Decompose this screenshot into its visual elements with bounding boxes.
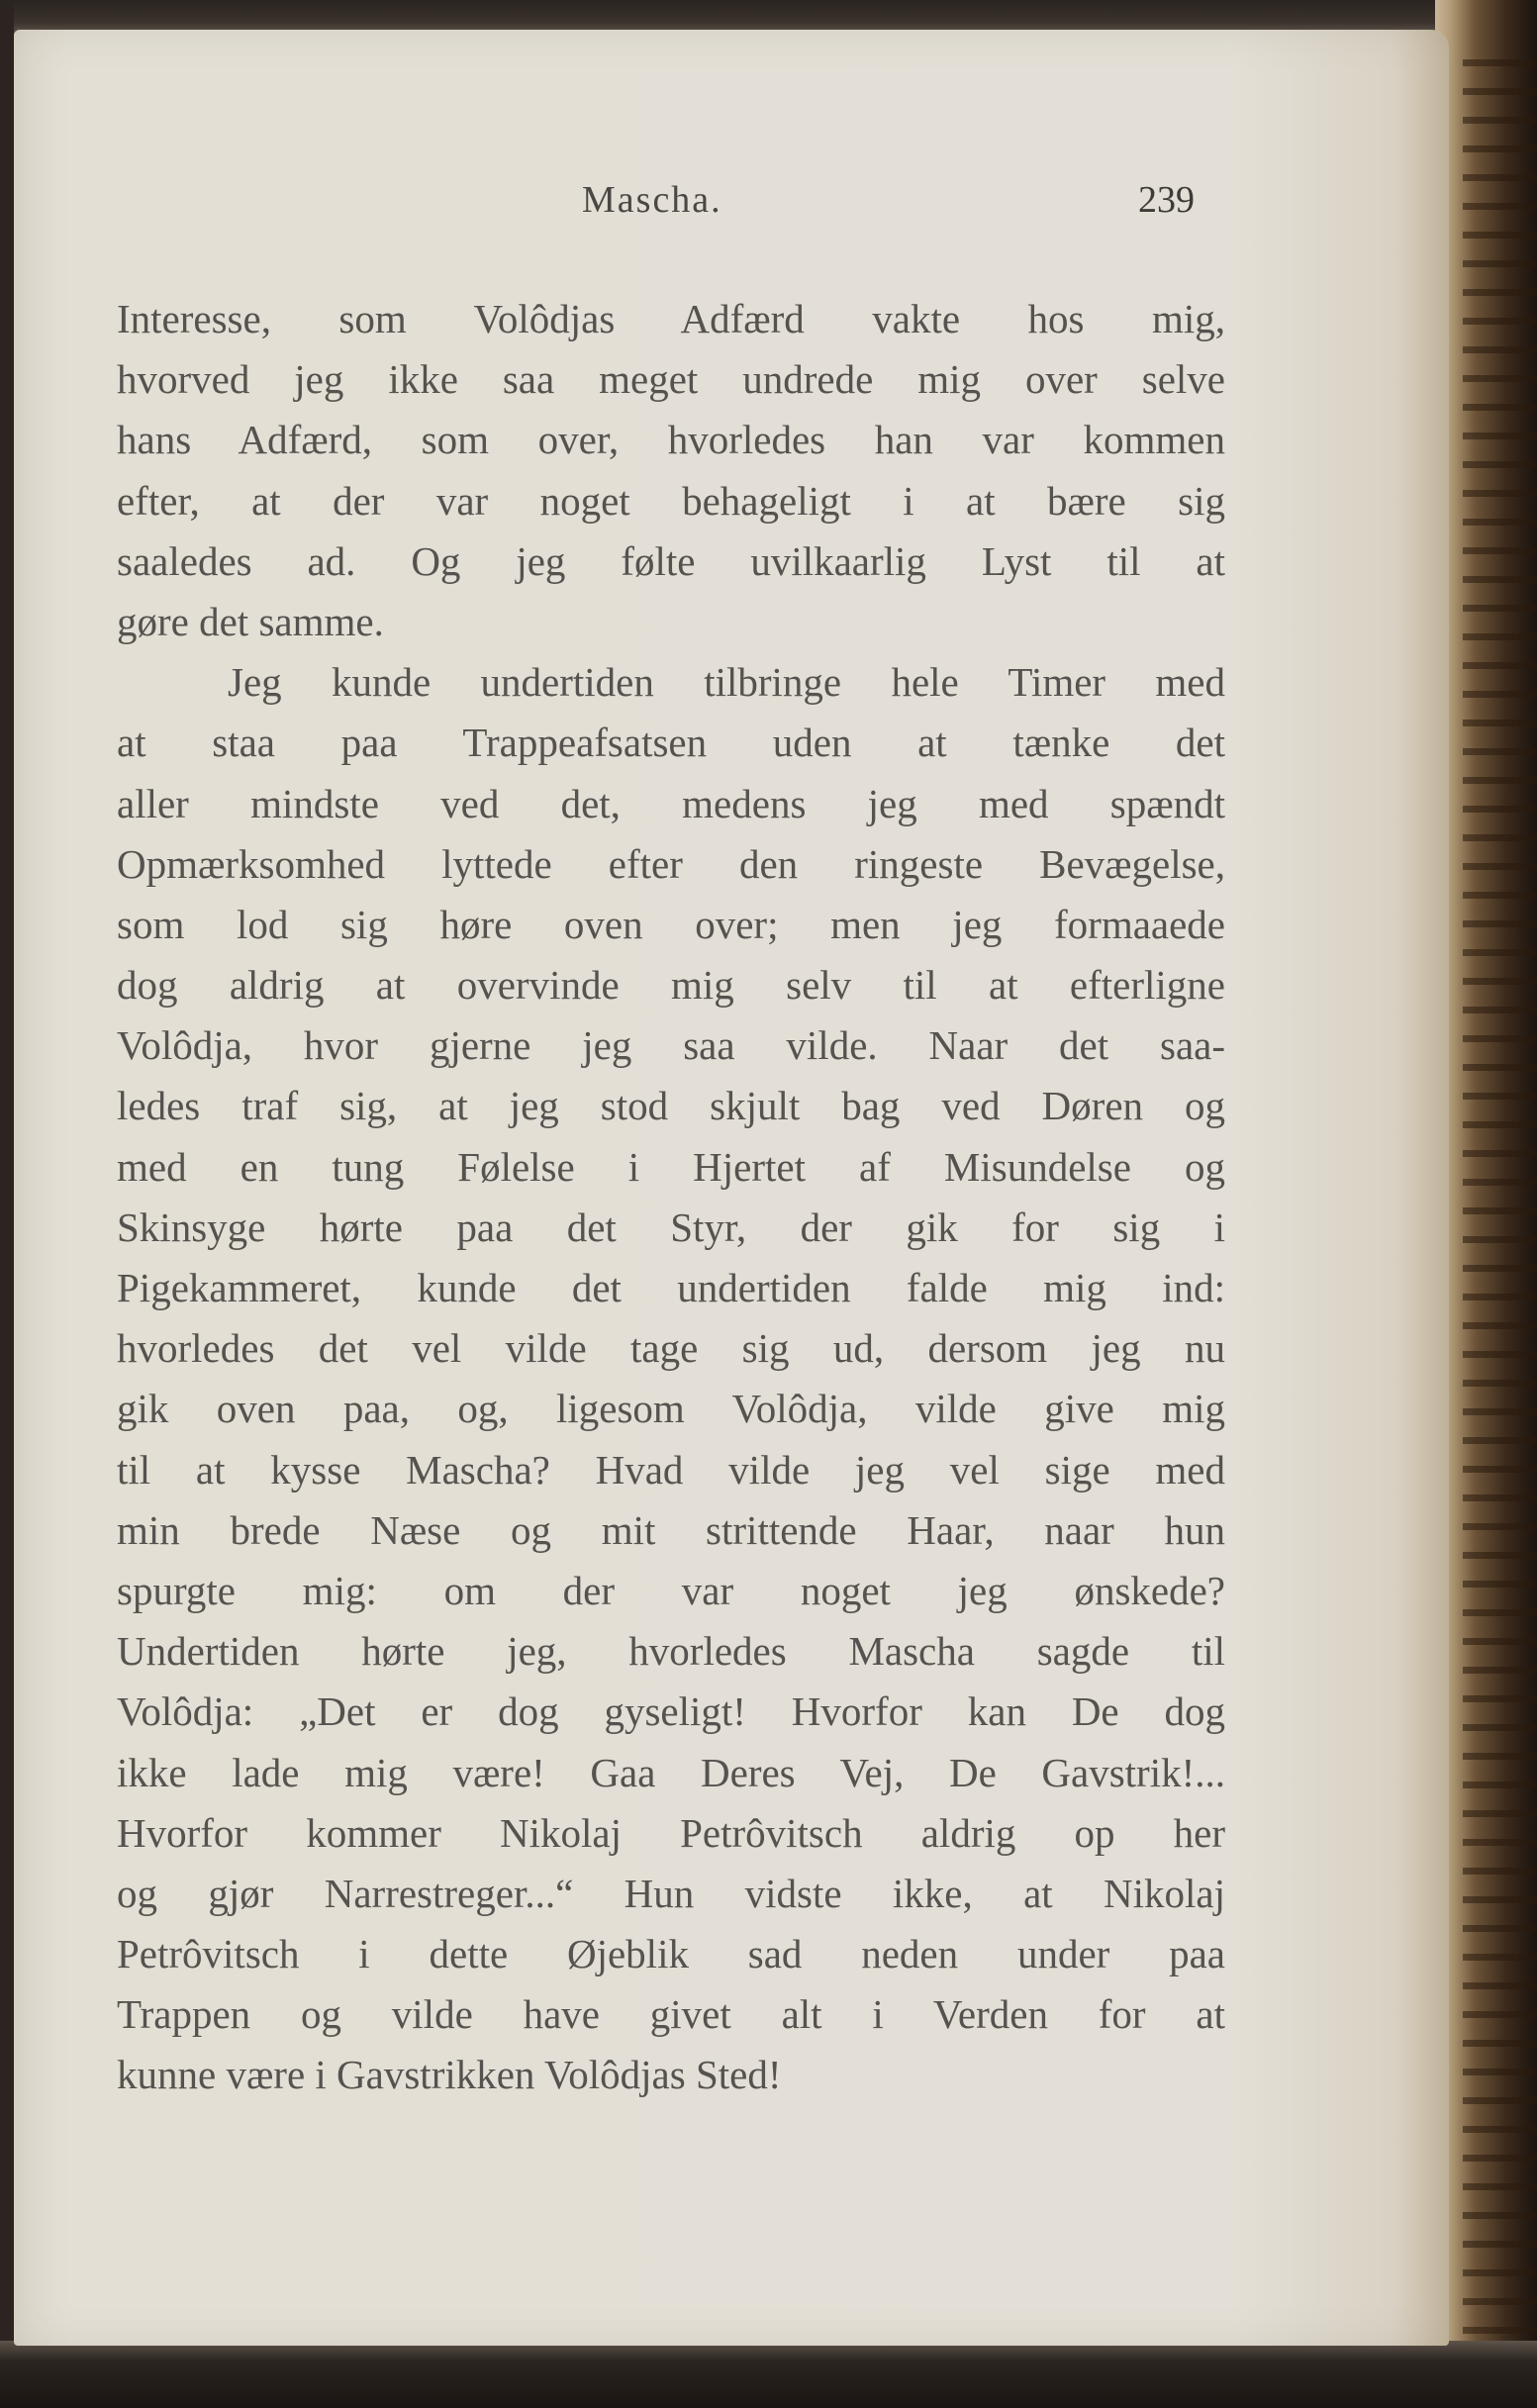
body-text [117,289,1225,2106]
text-line: Interesse, som Volôdjas Adfærd vakte hos mig, [117,296,1225,341]
running-title: Mascha. [582,179,722,221]
text-line: til at kysse Mascha? Hvad vilde jeg vel sige med [117,1446,1225,1493]
text-line: Undertiden hørte jeg, hvorledes Mascha sagde til [117,1628,1225,1675]
text-line: Trappen og vilde have givet alt i Verden for at [117,1991,1225,2038]
text-line: Petrôvitsch i dette Øjeblik sad neden under paa [117,1931,1225,1977]
text-line: gøre det samme. [117,598,384,644]
text-line: dog aldrig at overvinde mig selv til at efterligne [117,962,1225,1009]
text-line: Opmærksomhed lyttede efter den ringeste Bevægelse, [117,840,1225,887]
bottom-page-edge [0,2341,1537,2408]
text-line: Skinsyge hørte paa det Styr, der gik for sig i [117,1204,1225,1250]
text-line: saaledes ad. Og jeg følte uvilkaarlig Lyst til at [117,537,1225,584]
text-line: gik oven paa, og, ligesom Volôdja, vilde give mig [117,1386,1225,1432]
text-line: aller mindste ved det, medens jeg med spændt [117,780,1225,826]
text-line: Volôdja, hvor gjerne jeg saa vilde. Naar det saa- [117,1022,1225,1069]
text-line: ledes traf sig, at jeg stod skjult bag ved Døren og [117,1083,1225,1129]
text-line: og gjør Narrestreger...“ Hun vidste ikke, at Nikolaj [117,1870,1225,1916]
text-line: Jeg kunde undertiden tilbringe hele Timer med [228,659,1225,706]
text-line: Pigekammeret, kunde det undertiden falde mig ind: [117,1265,1225,1310]
text-line: Hvorfor kommer Nikolaj Petrôvitsch aldrig op her [117,1809,1225,1856]
text-line: efter, at der var noget behageligt i at bære sig [117,477,1225,524]
text-line: med en tung Følelse i Hjertet af Misundelse og [117,1143,1225,1190]
text-line: som lod sig høre oven over; men jeg formaaede [117,901,1225,947]
text-line: ikke lade mig være! Gaa Deres Vej, De Gavstrik!... [117,1749,1225,1795]
text-line: hvorledes det vel vilde tage sig ud, dersom jeg nu [117,1325,1225,1372]
page-number: 239 [1138,179,1195,221]
binding-stitch-marks [1463,59,1537,2336]
text-line: at staa paa Trappeafsatsen uden at tænke det [117,720,1225,766]
page-header [14,178,1449,238]
text-line: hans Adfærd, som over, hvorledes han var kommen [117,417,1225,463]
text-line: hvorved jeg ikke saa meget undrede mig over selve [117,356,1225,403]
text-line: spurgte mig: om der var noget jeg ønskede? [117,1567,1225,1613]
text-line: Volôdja: „Det er dog gyseligt! Hvorfor kan De dog [117,1688,1225,1735]
text-line: kunne være i Gavstrikken Volôdjas Sted! [117,2052,782,2098]
book-page [14,30,1449,2346]
text-line: min brede Næse og mit strittende Haar, naar hun [117,1506,1225,1553]
left-page-edge [0,0,14,2408]
